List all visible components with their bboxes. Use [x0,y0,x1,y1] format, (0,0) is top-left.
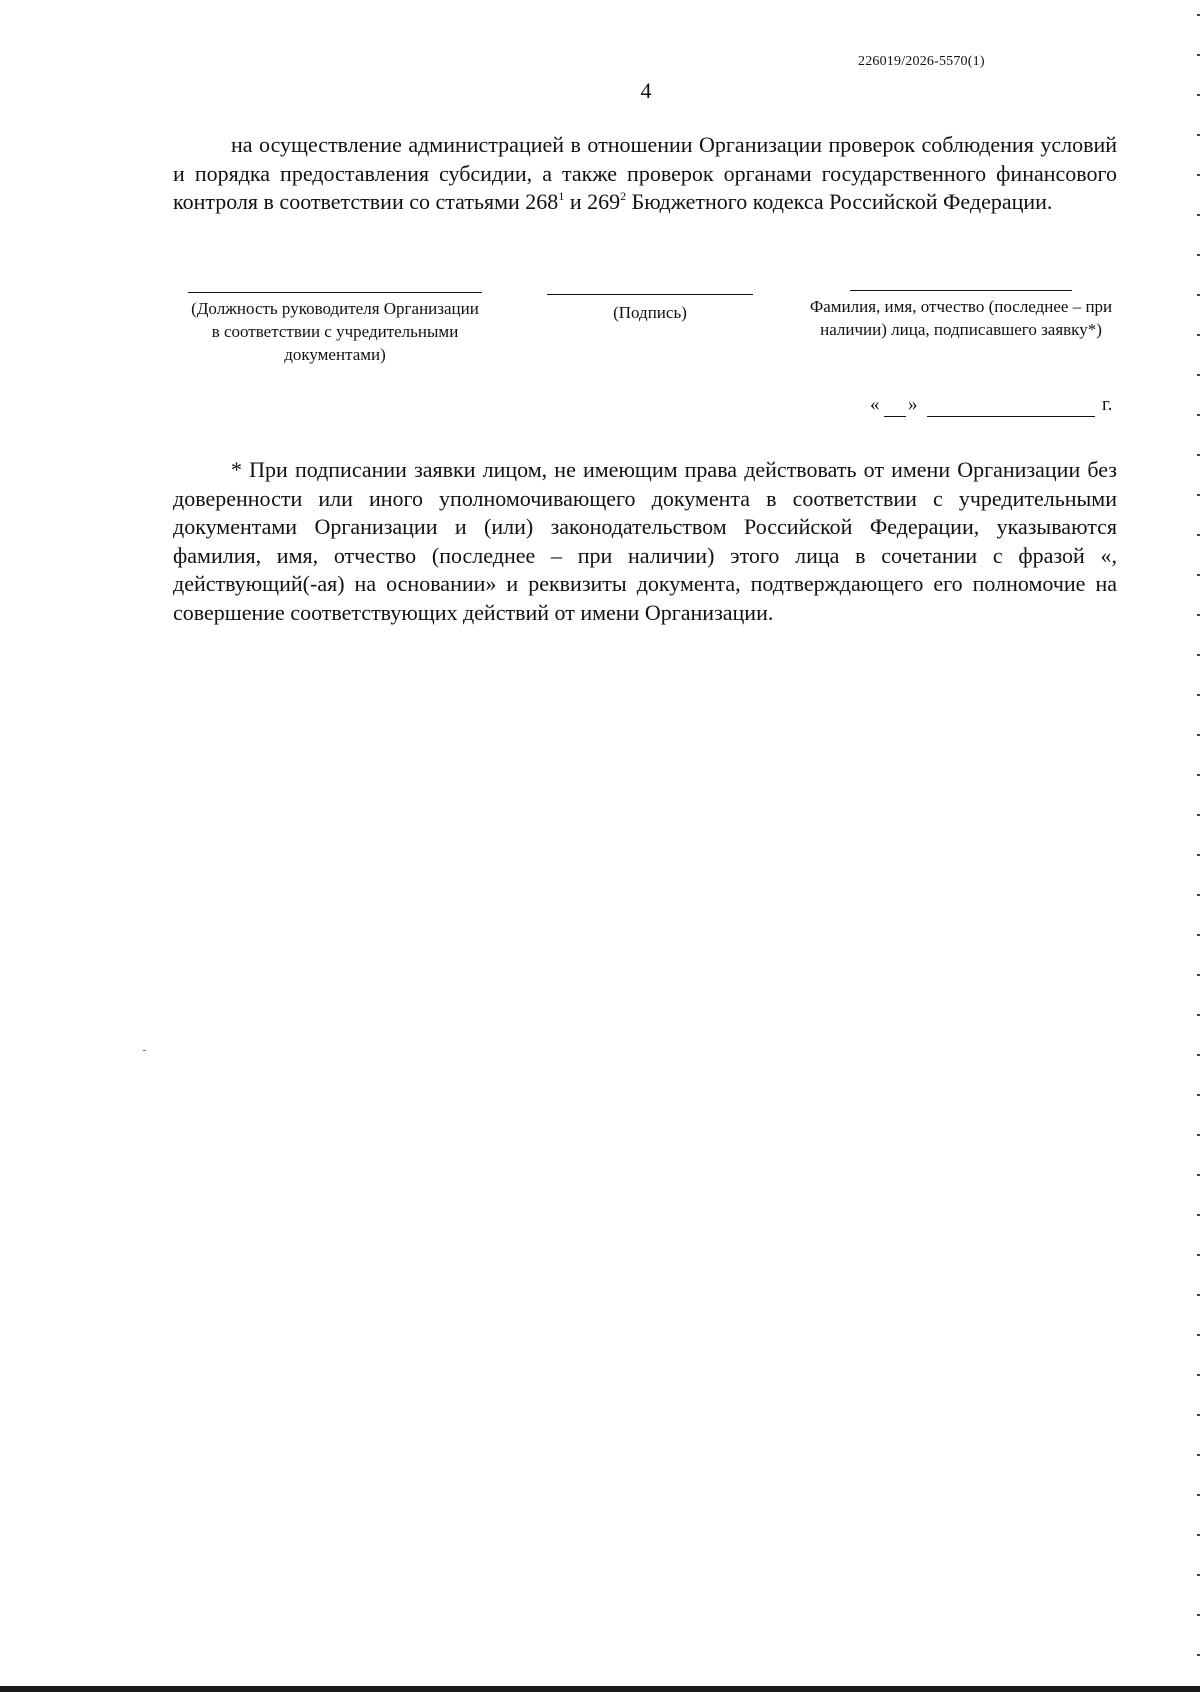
consent-paragraph [173,131,1117,217]
date-open-quote: « [870,394,880,415]
consent-text-end: Бюджетного кодекса Российской Федерации. [626,189,1053,215]
name-signature-line [850,290,1072,291]
date-field [866,394,1116,422]
name-caption: Фамилия, имя, отчество (последнее – при наличии) лица, подписавшего заявку*) [809,297,1113,339]
footnote-paragraph: * При подписании заявки лицом, не имеющим права действовать от имени Организации без доверенности или иного уполномочивающего документа в соответствии с учредительными документами Организации и (или) законодательством Российской Федерации, указываются фамилия, имя, отчество (последнее – при наличии) этого лица в сочетании с фразой «, действующий(-ая) на основании» и реквизиты документа, подтверждающего его полномочие на совершение соответствующих действий от имени Организации. [173,457,1117,625]
page-number: 4 [640,78,652,103]
consent-text-middle: и 269 [564,189,621,215]
year-suffix: г. [1102,394,1113,415]
position-signature-line [188,292,482,293]
document-number: 226019/2026-5570(1) [858,54,985,69]
signature-line [547,294,753,295]
article-268-superscript: 1 [558,189,565,204]
signature-caption: (Подпись) [613,303,687,322]
scan-speck [143,1050,146,1051]
day-blank [884,416,906,417]
consent-text-start: на осуществление администрацией в отношении Организации проверок соблюдения условий и порядка предоставления субсидии, а также проверок органами государственного финансового контроля в соответствии со статьями 268 [173,132,1117,215]
position-caption: (Должность руководителя Организации в соответствии с учредительными документами) [191,299,479,364]
scan-edge-bottom [0,1686,1200,1692]
article-269-superscript: 2 [620,189,627,204]
month-year-blank [927,416,1095,417]
date-close-quote: » [908,394,918,415]
